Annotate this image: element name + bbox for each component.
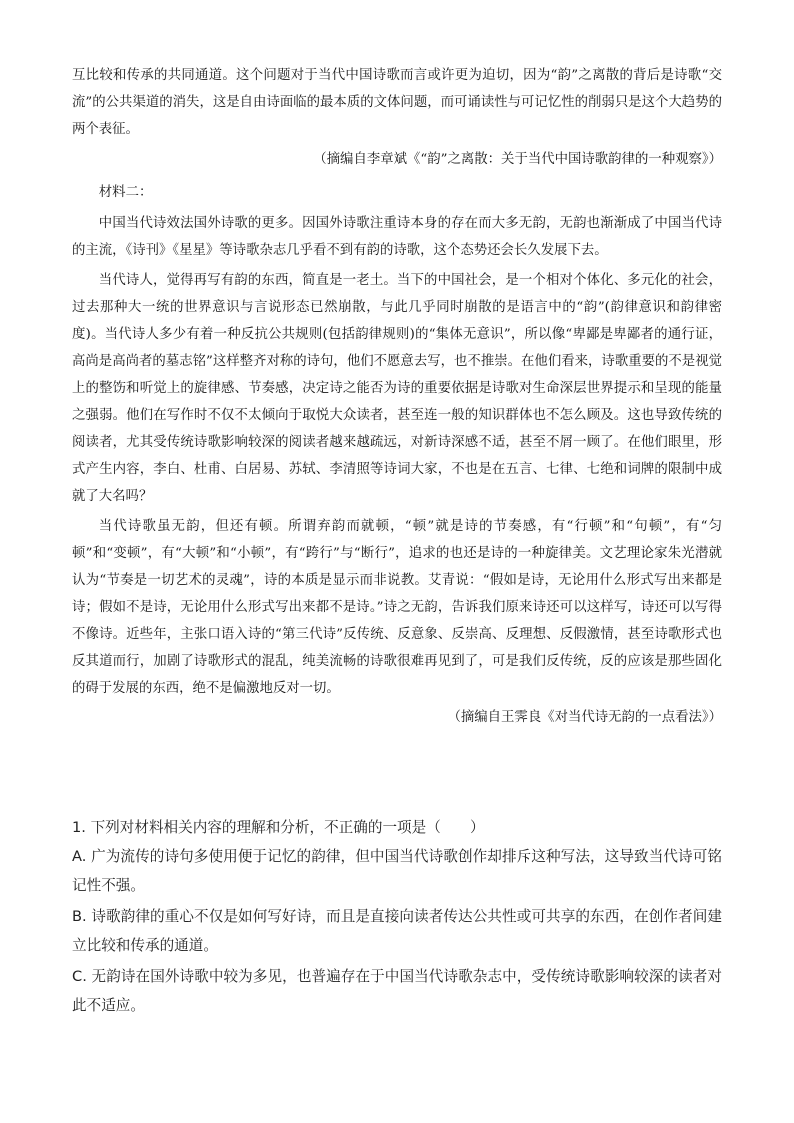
material2-label: 材料二： xyxy=(98,185,153,200)
material2-source: （摘编自王霁良《对当代诗无韵的一点看法》） xyxy=(447,710,722,725)
option-b[interactable]: B. 诗歌韵律的重心不仅是如何写好诗，而且是直接向读者传达公共性或可共享的东西，在创作者间建立比较和传承的通道。 xyxy=(72,908,722,954)
option-a[interactable]: A. 广为流传的诗句多使用便于记忆的韵律，但中国当代诗歌创作却排斥这种写法，这导致当代诗可铭记性不强。 xyxy=(72,848,722,894)
material2-paragraph-3: 当代诗歌虽无韵，但还有顿。所谓弃韵而就顿，“顿”就是诗的节奏感，有“行顿”和“句顿”，有“匀顿”和“变顿”，有“大顿”和“小顿”，有“跨行”与“断行”，追求的也还是诗的一种旋律美。文艺理论家朱光潜就认为“节奏是一切艺术的灵魂”，诗的本质是显示而非说教。艾青说：“假如是诗，无论用什么形式写出来都是诗；假如不是诗，无论用什么形式写出来都不是诗。”诗之无韵，告诉我们原来诗还可以这样写，诗还可以写得不像诗。近些年，主张口语入诗的“第三代诗”反传统、反意象、反崇高、反理想、反假激情，甚至诗歌形式也反其道而行，加剧了诗歌形式的混乱，纯美流畅的诗歌很难再见到了，可是我们反传统，反的应该是那些固化的碍于发展的东西，绝不是偏激地反对一切。 xyxy=(72,519,722,696)
question-stem: 1. 下列对材料相关内容的理解和分析，不正确的一项是（ ） xyxy=(72,819,485,836)
material1-source: （摘编自李章斌《“韵”之离散：关于当代中国诗歌韵律的一种观察》） xyxy=(313,152,722,167)
material2-paragraph-2: 当代诗人，觉得再写有韵的东西，简直是一老土。当下的中国社会，是一个相对个体化、多元化的社会，过去那种大一统的世界意识与言说形态已然崩散，与此几乎同时崩散的是语言中的“韵”(韵律意识和韵律密度)。当代诗人多少有着一种反抗公共规则(包括韵律规则)的“集体无意识”，所以像“卑鄙是卑鄙者的通行证，高尚是高尚者的墓志铭”这样整齐对称的诗句，他们不愿意去写，也不推崇。在他们看来，诗歌重要的不是视觉上的整饬和听觉上的旋律感、节奏感，决定诗之能否为诗的重要依据是诗歌对生命深层世界提示和呈现的能量之强弱。他们在写作时不仅不太倾向于取悦大众读者，甚至连一般的知识群体也不怎么顾及。这也导致传统的阅读者，尤其受传统诗歌影响较深的阅读者越来越疏远，对新诗深感不适，甚至不屑一顾了。在他们眼里，形式产生内容，李白、杜甫、白居易、苏轼、李清照等诗词大家，不也是在五言、七律、七绝和词牌的限制中成就了大名吗？ xyxy=(72,273,722,504)
reading-material xyxy=(72,62,722,731)
question-block xyxy=(72,813,722,1022)
material1-tail-paragraph: 互比较和传承的共同通道。这个问题对于当代中国诗歌而言或许更为迫切，因为“韵”之离散的背后是诗歌“交流”的公共渠道的消失，这是自由诗面临的最本质的文体问题，而可诵读性与可记忆性的削弱只是这个大趋势的两个表征。 xyxy=(72,68,722,137)
option-c[interactable]: C. 无韵诗在国外诗歌中较为多见，也普遍存在于中国当代诗歌杂志中，受传统诗歌影响较深的读者对此不适应。 xyxy=(72,968,722,1014)
material2-paragraph-1: 中国当代诗效法国外诗歌的更多。因国外诗歌注重诗本身的存在而大多无韵，无韵也渐渐成了中国当代诗的主流，《诗刊》《星星》等诗歌杂志几乎看不到有韵的诗歌，这个态势还会长久发展下去。 xyxy=(72,216,722,258)
